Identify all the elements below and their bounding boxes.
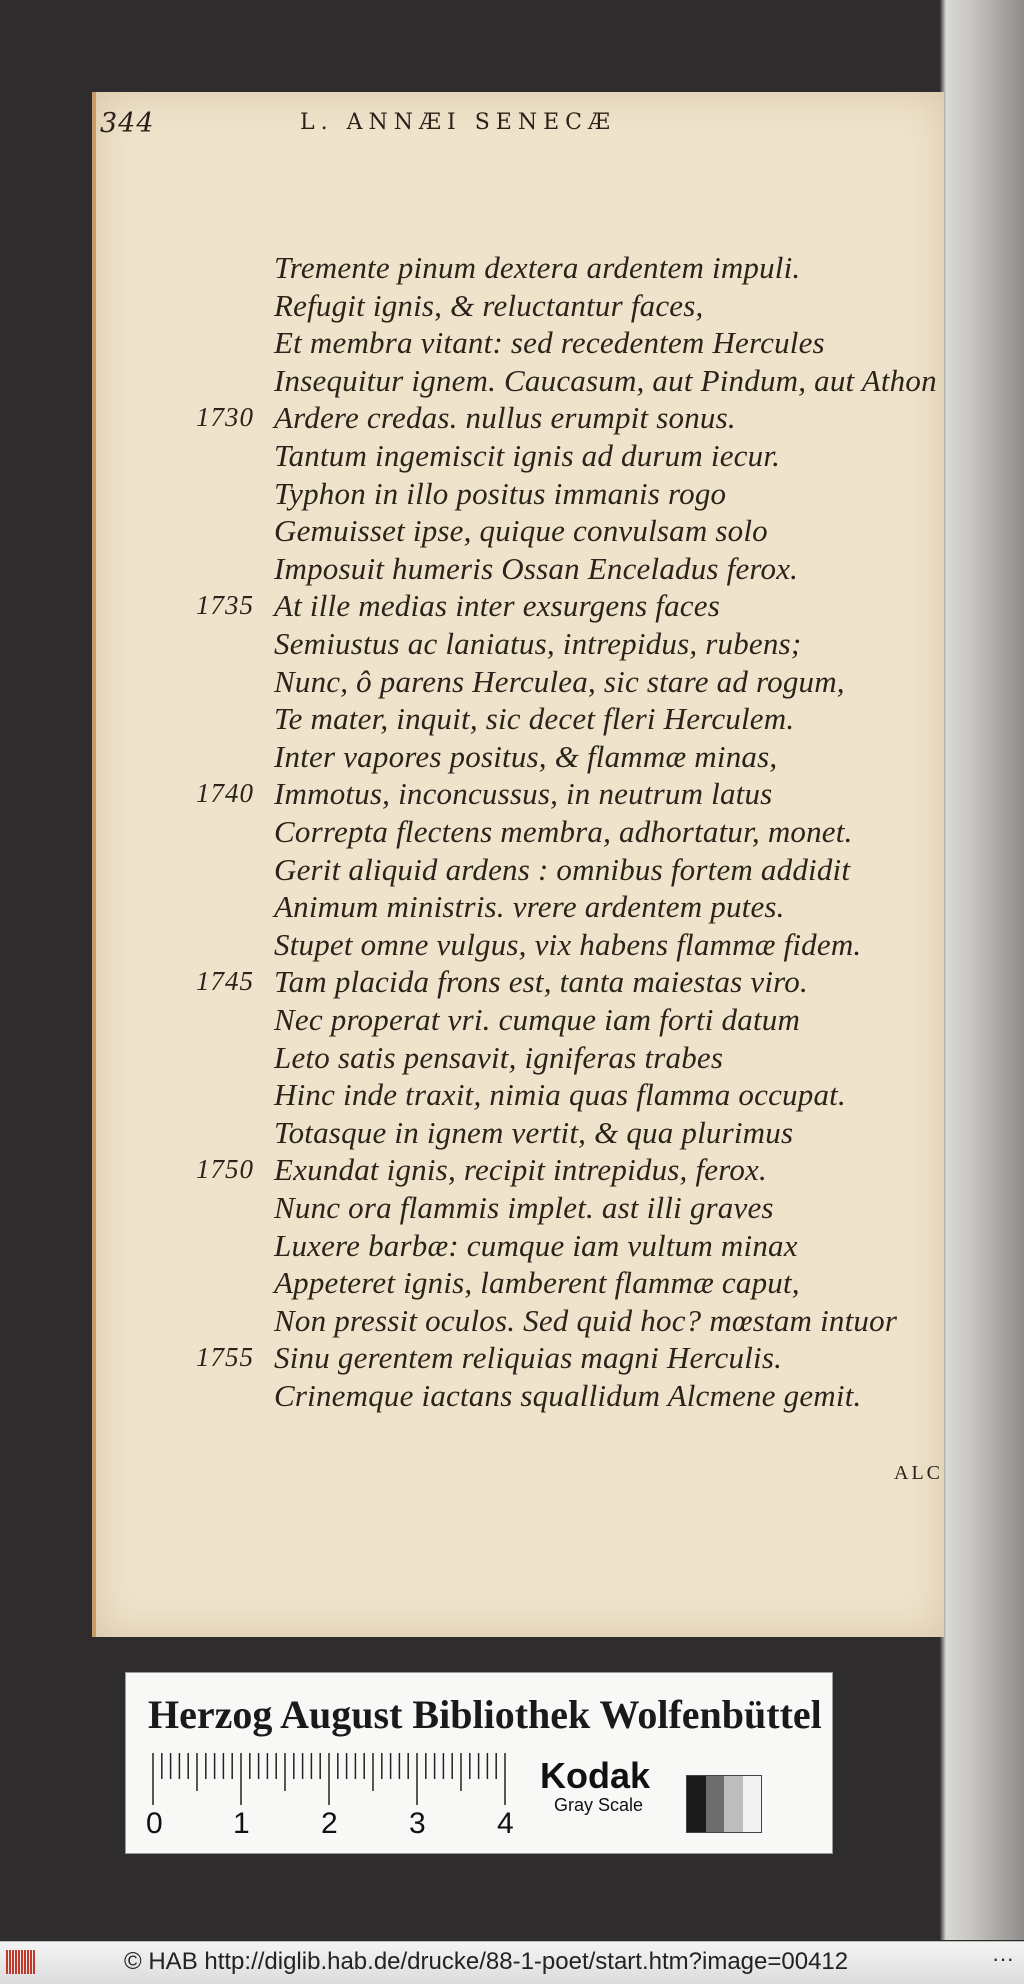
line-number: 1745 [196, 966, 254, 997]
ruler-number: 1 [233, 1807, 250, 1840]
verse-line: Immotus, inconcussus, in neutrum latus [274, 776, 773, 812]
verse-line: Inter vapores positus, & flammæ minas, [274, 738, 778, 774]
library-name: Herzog August Bibliothek Wolfenbüttel [148, 1692, 822, 1737]
verse-line: Crinemque iactans squallidum Alcmene gemit. [274, 1378, 862, 1413]
more-options-icon[interactable]: ··· [992, 1946, 1014, 1971]
viewer-footer [0, 1941, 1024, 1984]
verse-line: Gemuisset ipse, quique convulsam solo [274, 513, 768, 549]
verse-line: Nunc ora flammis implet. ast illi graves [274, 1190, 774, 1225]
verse-line: Hinc inde traxit, nimia quas flamma occupat. [274, 1077, 846, 1113]
scale-ruler [151, 1753, 531, 1813]
verse-line: At ille medias inter exsurgens faces [274, 588, 720, 624]
line-number: 1750 [196, 1154, 254, 1185]
verse-line: Imposuit humeris Ossan Enceladus ferox. [274, 550, 799, 586]
catchword: ALC [894, 1462, 943, 1484]
verse-line: Nunc, ô parens Herculea, sic stare ad rogum, [274, 663, 845, 699]
verse-line: Tremente pinum dextera ardentem impuli. [274, 250, 801, 285]
verse-line: Non pressit oculos. Sed quid hoc? mœstam intuor [274, 1302, 898, 1338]
page-number: 344 [100, 108, 155, 139]
line-number: 1730 [196, 402, 254, 433]
verse-line: Appeteret ignis, lamberent flammæ caput, [274, 1265, 800, 1301]
gray-scale-label: Gray Scale [554, 1795, 644, 1815]
verse-line: Et membra vitant: sed recedentem Hercules [274, 325, 825, 361]
verse-line: Animum ministris. vrere ardentem putes. [274, 889, 785, 925]
ruler-number: 3 [409, 1807, 426, 1840]
line-number: 1740 [196, 778, 254, 809]
running-title: L. ANNÆI SENECÆ [300, 110, 616, 135]
verse-line: Tantum ingemiscit ignis ad durum iecur. [274, 438, 781, 473]
gray-scale-patch [686, 1775, 762, 1833]
verse-line: Stupet omne vulgus, vix habens flammæ fidem. [274, 926, 862, 962]
verse-line: Luxere barbæ: cumque iam vultum minax [274, 1227, 798, 1263]
ruler-number: 2 [321, 1807, 338, 1840]
verse-line: Te mater, inquit, sic decet fleri Herculem. [274, 701, 795, 737]
copyright-link[interactable]: © HAB http://diglib.hab.de/drucke/88-1-poet/start.htm?image=00412 [124, 1948, 849, 1975]
verse-line: Insequitur ignem. Caucasum, aut Pindum, aut Athon [274, 362, 937, 398]
verse-line: Exundat ignis, recipit intrepidus, ferox. [274, 1152, 767, 1188]
page-header [100, 108, 800, 148]
library-label-card [125, 1672, 833, 1854]
verse-line: Sinu gerentem reliquias magni Herculis. [274, 1340, 783, 1376]
verse-line: Nec properat vri. cumque iam forti datum [274, 1002, 801, 1037]
verse-line: Tam placida frons est, tanta maiestas viro. [274, 964, 808, 1000]
verse-line: Gerit aliquid ardens : omnibus fortem addidit [274, 851, 851, 887]
adjacent-page-edge [940, 0, 1024, 1940]
verse-line: Refugit ignis, & reluctantur faces, [274, 287, 704, 323]
verse-line: Correpta flectens membra, adhortatur, monet. [274, 814, 853, 849]
verse-line: Semiustus ac laniatus, intrepidus, rubens; [274, 626, 802, 661]
kodak-logo: Kodak [540, 1755, 651, 1796]
hab-logo-icon [6, 1950, 46, 1976]
verse-line: Typhon in illo positus immanis rogo [274, 475, 727, 511]
verse-line: Ardere credas. nullus erumpit sonus. [274, 400, 736, 436]
line-number: 1755 [196, 1342, 254, 1373]
ruler-number: 0 [146, 1807, 163, 1840]
line-number: 1735 [196, 590, 254, 621]
verse-line: Totasque in ignem vertit, & qua plurimus [274, 1114, 794, 1150]
ruler-number: 4 [497, 1807, 514, 1840]
verse-line: Leto satis pensavit, igniferas trabes [274, 1039, 724, 1075]
